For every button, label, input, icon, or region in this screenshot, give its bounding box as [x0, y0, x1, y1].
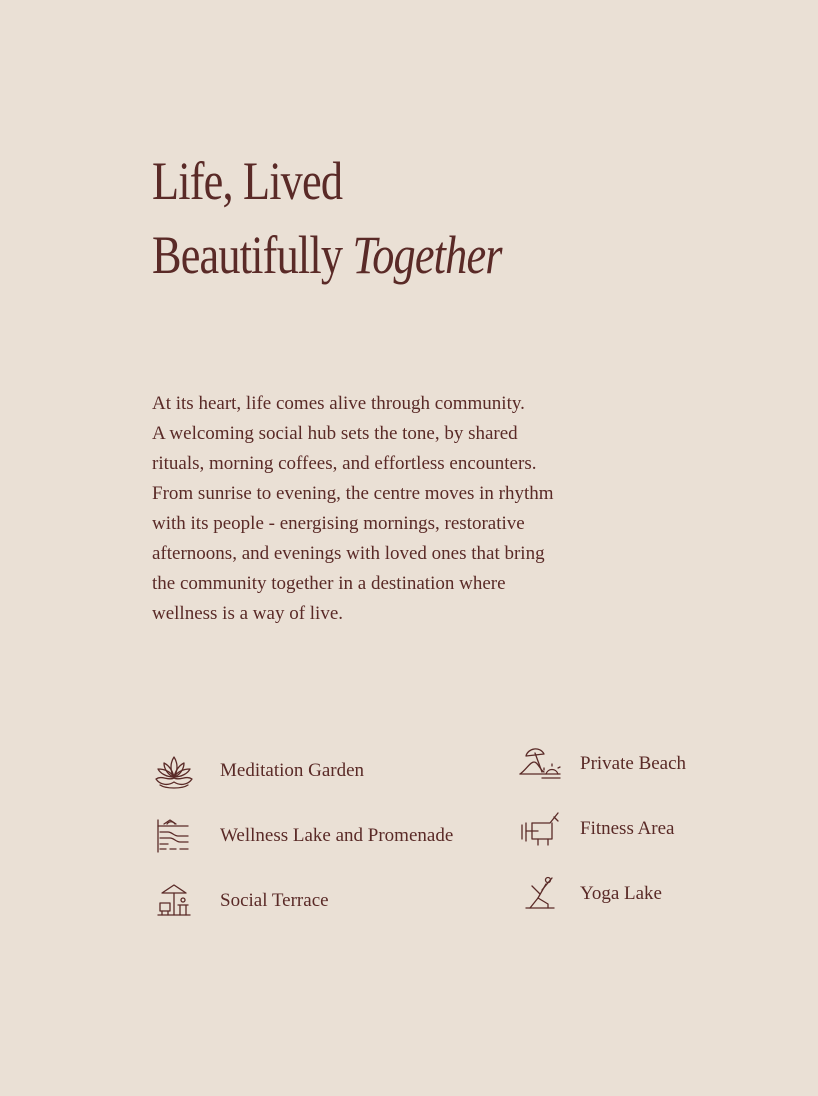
lotus-icon [152, 751, 196, 791]
headline-italic-text: Together [352, 225, 502, 285]
paragraph-line: At its heart, life comes alive through community. [152, 393, 525, 414]
headline-plain-text: Beautifully [152, 225, 353, 285]
paragraph-line: with its people - energising mornings, restorative [152, 513, 525, 534]
amenity-label: Yoga Lake [580, 883, 662, 904]
amenity-wellness-lake [152, 816, 453, 856]
paragraph-line: afternoons, and evenings with loved ones that bring [152, 543, 545, 564]
amenity-private-beach [518, 744, 686, 784]
terrace-icon [152, 881, 196, 921]
amenity-yoga-lake [518, 874, 662, 914]
paragraph-line: rituals, morning coffees, and effortless encounters. [152, 453, 537, 474]
amenity-label: Fitness Area [580, 818, 675, 839]
intro-paragraph [152, 389, 612, 629]
paragraph-line: From sunrise to evening, the centre moves in rhythm [152, 483, 554, 504]
paragraph-line: wellness is a way of live. [152, 603, 344, 624]
page-headline [152, 144, 578, 292]
amenity-label: Private Beach [580, 753, 687, 774]
amenity-label: Meditation Garden [220, 760, 365, 781]
amenity-meditation-garden [152, 751, 364, 791]
amenity-fitness-area [518, 809, 674, 849]
beach-umbrella-icon [518, 744, 562, 784]
lake-icon [152, 816, 196, 856]
yoga-pose-icon [518, 874, 562, 914]
headline-line-2 [152, 218, 502, 292]
amenity-label: Social Terrace [220, 890, 329, 911]
fitness-bench-icon [518, 809, 562, 849]
amenity-label: Wellness Lake and Promenade [220, 825, 454, 846]
headline-line-1: Life, Lived [152, 151, 343, 211]
paragraph-line: the community together in a destination where [152, 573, 506, 594]
amenity-social-terrace [152, 881, 329, 921]
paragraph-line: A welcoming social hub sets the tone, by shared [152, 423, 518, 444]
